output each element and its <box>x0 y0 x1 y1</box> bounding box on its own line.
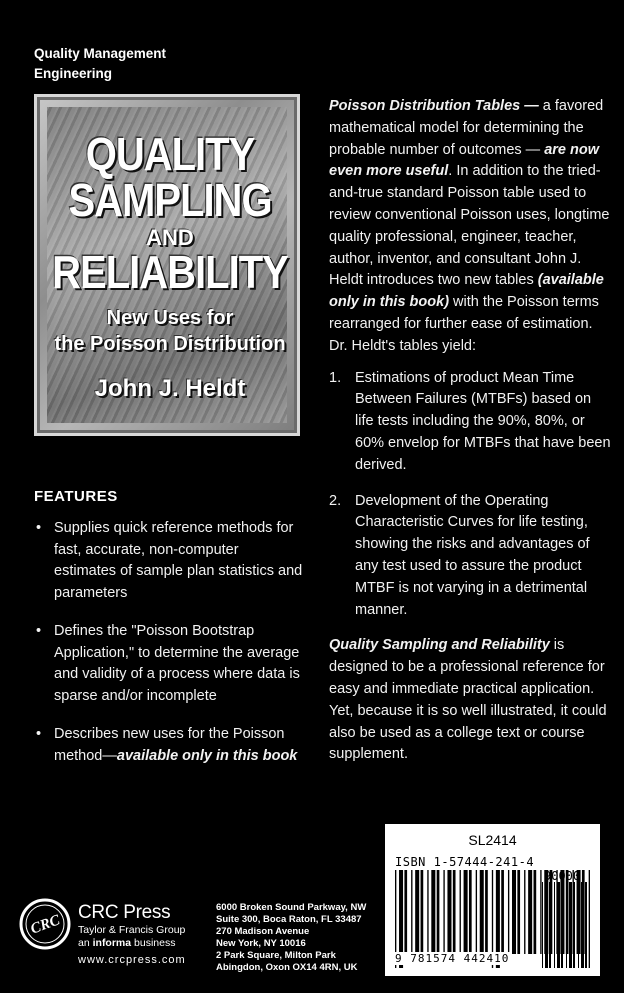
cover-thumbnail <box>34 94 300 436</box>
barcode-stripe <box>460 870 461 954</box>
division-brand: informa <box>92 937 132 949</box>
barcode-stripe <box>464 870 468 954</box>
cover-title-line-2: SAMPLING <box>68 175 272 227</box>
bullet-icon: • <box>36 623 42 639</box>
barcode-stripe <box>415 870 419 954</box>
list-number: 2. <box>329 492 342 509</box>
barcode-stripe <box>578 882 579 968</box>
barcode-stripe <box>437 870 440 954</box>
closing-text: is designed to be a professional reference for easy and immediate practical application. Yet, because it is so well illustrated, it could also be used as a college text or course supplement. <box>329 637 607 763</box>
barcode-stripe <box>554 882 555 968</box>
barcode-stripe <box>508 870 509 954</box>
barcode-stripe <box>545 882 548 968</box>
division-suffix: business <box>131 937 176 949</box>
cover-title-line-1: QUALITY <box>85 129 255 181</box>
barcode-stripe <box>447 870 451 954</box>
cover-title-line-3: AND <box>146 225 194 250</box>
category-line-1: Quality Management <box>34 46 167 61</box>
closing-paragraph <box>329 635 611 766</box>
address-line: Suite 300, Boca Raton, FL 33487 <box>216 913 362 925</box>
address-new-york <box>216 926 309 949</box>
barcode-stripe <box>404 870 407 954</box>
closing-emphasis: Quality Sampling and Reliability <box>329 637 550 654</box>
isbn-text: ISBN 1-57444-241-4 <box>395 855 535 869</box>
barcode-stripe <box>476 870 477 954</box>
feature-emphasis: available only in this book <box>116 747 298 764</box>
division-prefix: an <box>78 937 93 949</box>
address-line: 6000 Broken Sound Parkway, NW <box>216 902 367 913</box>
list-number: 1. <box>329 369 342 386</box>
barcode-panel <box>385 824 600 976</box>
lead-text: a favored mathematical model for determining the probable number of outcomes — <box>329 98 604 158</box>
barcode-stripe <box>480 870 484 954</box>
barcode-stripe <box>427 870 428 954</box>
features-heading: FEATURES <box>34 488 118 505</box>
category-line-2: Engineering <box>34 66 113 81</box>
description-column <box>329 96 611 766</box>
publisher-division <box>78 937 175 949</box>
barcode-stripe <box>485 870 488 954</box>
address-line: 2 Park Square, Milton Park <box>216 950 336 961</box>
bullet-icon: • <box>36 520 42 536</box>
list-text: Development of the Operating Characteristic Curves for life testing, showing the risks and advantages of any test used to assure the product MTBF is not varying in a detrimental manner. <box>355 492 590 618</box>
lead-emphasis-2: (available only in this book) <box>329 272 604 311</box>
cover-subtitle-line-2: the Poisson Distribution <box>54 333 286 355</box>
subject-category <box>34 44 166 84</box>
address-uk <box>216 950 357 973</box>
barcode-stripe <box>557 882 560 968</box>
feature-text: Describes new uses for the Poisson method— <box>54 726 285 764</box>
barcode-stripe <box>585 882 587 968</box>
lead-emphasis: are now even more useful <box>329 141 599 180</box>
barcode-stripe <box>524 870 525 954</box>
barcode-stripe <box>512 870 516 954</box>
publisher-website[interactable]: www.crcpress.com <box>78 954 186 966</box>
ean-digits: 9 781574 442410 <box>395 952 510 965</box>
feature-text: Defines the "Poisson Bootstrap Application," to determine the average and validity of a process where data is sparse and/or incomplete <box>54 623 300 704</box>
cover-author: John J. Heldt <box>94 375 246 402</box>
logo-text: CRC <box>28 912 63 938</box>
barcode-stripe <box>549 882 551 968</box>
address-florida <box>216 902 366 925</box>
publisher-name: CRC Press <box>78 902 171 923</box>
barcode-stripe <box>534 870 537 954</box>
barcode-stripe <box>411 870 412 954</box>
barcode-stripe <box>566 882 567 968</box>
cover-subtitle-line-1: New Uses for <box>106 307 234 329</box>
sku-code: SL2414 <box>468 832 517 848</box>
barcode-stripe <box>443 870 444 954</box>
list-item <box>329 368 611 477</box>
barcode-stripe <box>528 870 532 954</box>
barcode-stripe <box>431 870 435 954</box>
uses-list <box>329 368 611 622</box>
barcode-stripe <box>573 882 575 968</box>
lead-text-3: with the Poisson terms rearranged for further ease of estimation. Dr. Heldt's tables yield: <box>329 294 599 354</box>
address-line: New York, NY 10016 <box>216 937 306 949</box>
barcode-stripe <box>501 870 504 954</box>
list-text: Estimations of product Mean Time Between Failures (MTBFs) based on life tests including the 90%, 80%, or 60% envelop for MTBFs that have been derived. <box>355 369 611 473</box>
address-line: 270 Madison Avenue <box>216 926 310 937</box>
address-line: Abingdon, Oxon OX14 4RN, UK <box>216 961 358 973</box>
feature-text: Supplies quick reference methods for fast, accurate, non-computer estimates of sample plan statistics and parameters <box>54 520 303 601</box>
cover-artwork <box>47 107 287 423</box>
barcode-stripe <box>569 882 572 968</box>
features-list <box>34 518 304 784</box>
crc-logo-icon <box>18 897 72 951</box>
barcode-stripe <box>421 870 424 954</box>
bullet-icon: • <box>36 726 42 742</box>
barcode-stripe <box>542 882 543 968</box>
barcode-stripe <box>517 870 520 954</box>
barcode-stripe <box>581 882 584 968</box>
publisher-group: Taylor & Francis Group <box>78 924 186 936</box>
cover-title-line-4: RELIABILITY <box>52 247 288 299</box>
list-item <box>34 621 304 707</box>
barcode-stripe <box>561 882 563 968</box>
lead-text-2: . In addition to the tried-and-true standard Poisson table used to review conventional Poisson uses, longtime quality professional, engineer, teacher, author, inventor, and consultant John J. Heldt introduces two new tables <box>329 163 610 289</box>
list-item <box>329 491 611 622</box>
price-barcode-icon <box>542 882 590 968</box>
description-intro <box>329 96 611 358</box>
list-item <box>34 518 304 604</box>
lead-heading: Poisson Distribution Tables — <box>329 98 539 114</box>
barcode-stripe <box>469 870 472 954</box>
list-item <box>34 724 304 767</box>
barcode-stripe <box>453 870 456 954</box>
